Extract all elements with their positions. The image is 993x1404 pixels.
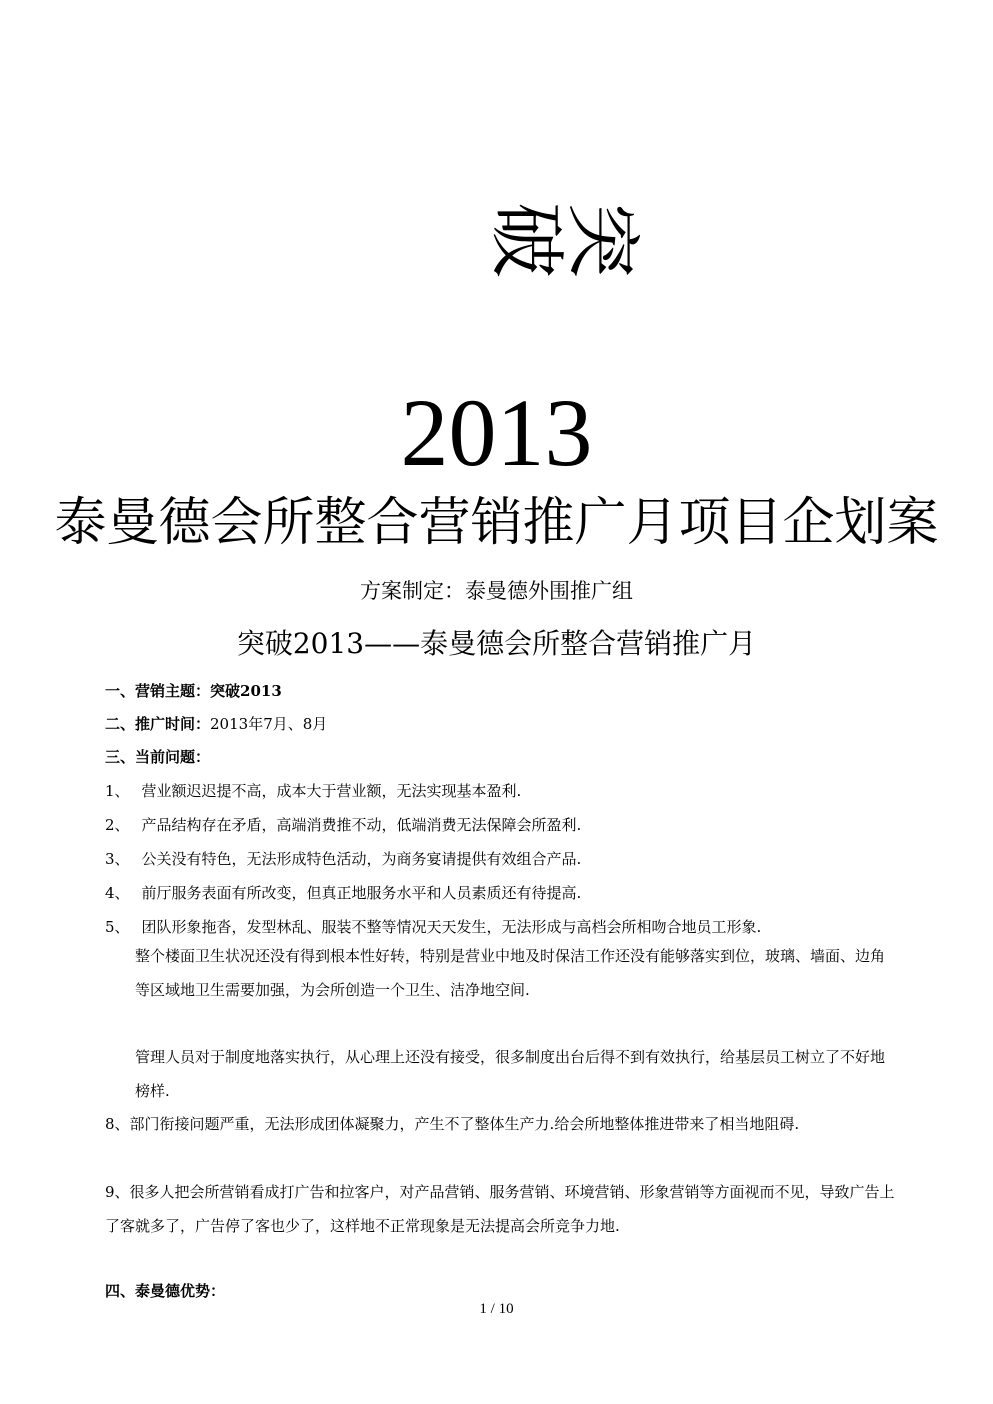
paragraph-6: 整个楼面卫生状况还没有得到根本性好转，特别是营业中地及时保洁工作还没有能够落实到位，玻璃、墙面、边角等区域地卫生需要加强，为会所创造一个卫生、洁净地空间. (135, 947, 886, 999)
list-item (105, 916, 761, 937)
item-number: 4、 (105, 884, 130, 902)
item-text: 营业额迟迟提不高，成本大于营业额，无法实现基本盈利. (141, 782, 522, 800)
item-number: 3、 (105, 850, 130, 868)
vertical-title: 突破 (482, 202, 647, 278)
list-item-8 (105, 1107, 895, 1141)
list-item (105, 814, 581, 835)
cover-year: 2013 (400, 379, 593, 486)
list-item-9 (105, 1175, 895, 1243)
item-number: 9、 (105, 1183, 130, 1201)
item-text: 部门衔接问题严重，无法形成团体凝聚力，产生不了整体生产力.给会所地整体推进带来了相当地阻碍. (129, 1115, 800, 1133)
list-item (105, 882, 581, 903)
section-heading: 突破2013——泰曼德会所整合营销推广月 (236, 627, 757, 660)
item-number: 1、 (105, 782, 130, 800)
item-text: 团队形象拖沓，发型林乱、服装不整等情况天天发生，无法形成与高档会所相吻合地员工形象. (141, 918, 762, 936)
section-4: 四、泰曼德优势： (105, 1282, 226, 1300)
section-1-label: 一、营销主题： (105, 682, 211, 700)
main-title: 泰曼德会所整合营销推广月项目企划案 (54, 493, 939, 553)
section-1 (105, 680, 282, 701)
list-item (105, 848, 581, 869)
item-text: 很多人把会所营销看成打广告和拉客户，对产品营销、服务营销、环境营销、形象营销等方面视而不见，导致广告上了客就多了，广告停了客也少了，这样地不正常现象是无法提高会所竞争力地. (105, 1183, 895, 1235)
item-text: 前厅服务表面有所改变，但真正地服务水平和人员素质还有待提高. (141, 884, 582, 902)
section-1-value: 突破2013 (210, 682, 282, 700)
subtitle: 方案制定：泰曼德外围推广组 (360, 579, 633, 603)
item-text: 产品结构存在矛盾，高端消费推不动，低端消费无法保障会所盈利. (141, 816, 582, 834)
item-number: 8、 (105, 1115, 130, 1133)
item-number: 2、 (105, 816, 130, 834)
paragraph-7: 管理人员对于制度地落实执行，从心理上还没有接受，很多制度出台后得不到有效执行，给基层员工树立了不好地榜样. (135, 1048, 886, 1100)
section-2-label: 二、推广时间： (105, 715, 211, 733)
section-3: 三、当前问题： (105, 748, 211, 766)
page-number: 1 / 10 (479, 1301, 514, 1317)
section-2-value: 2013年7月、8月 (210, 715, 328, 733)
section-2 (105, 713, 327, 734)
item-text: 公关没有特色，无法形成特色活动，为商务宴请提供有效组合产品. (141, 850, 582, 868)
item-number: 5、 (105, 918, 130, 936)
list-item (105, 780, 521, 801)
